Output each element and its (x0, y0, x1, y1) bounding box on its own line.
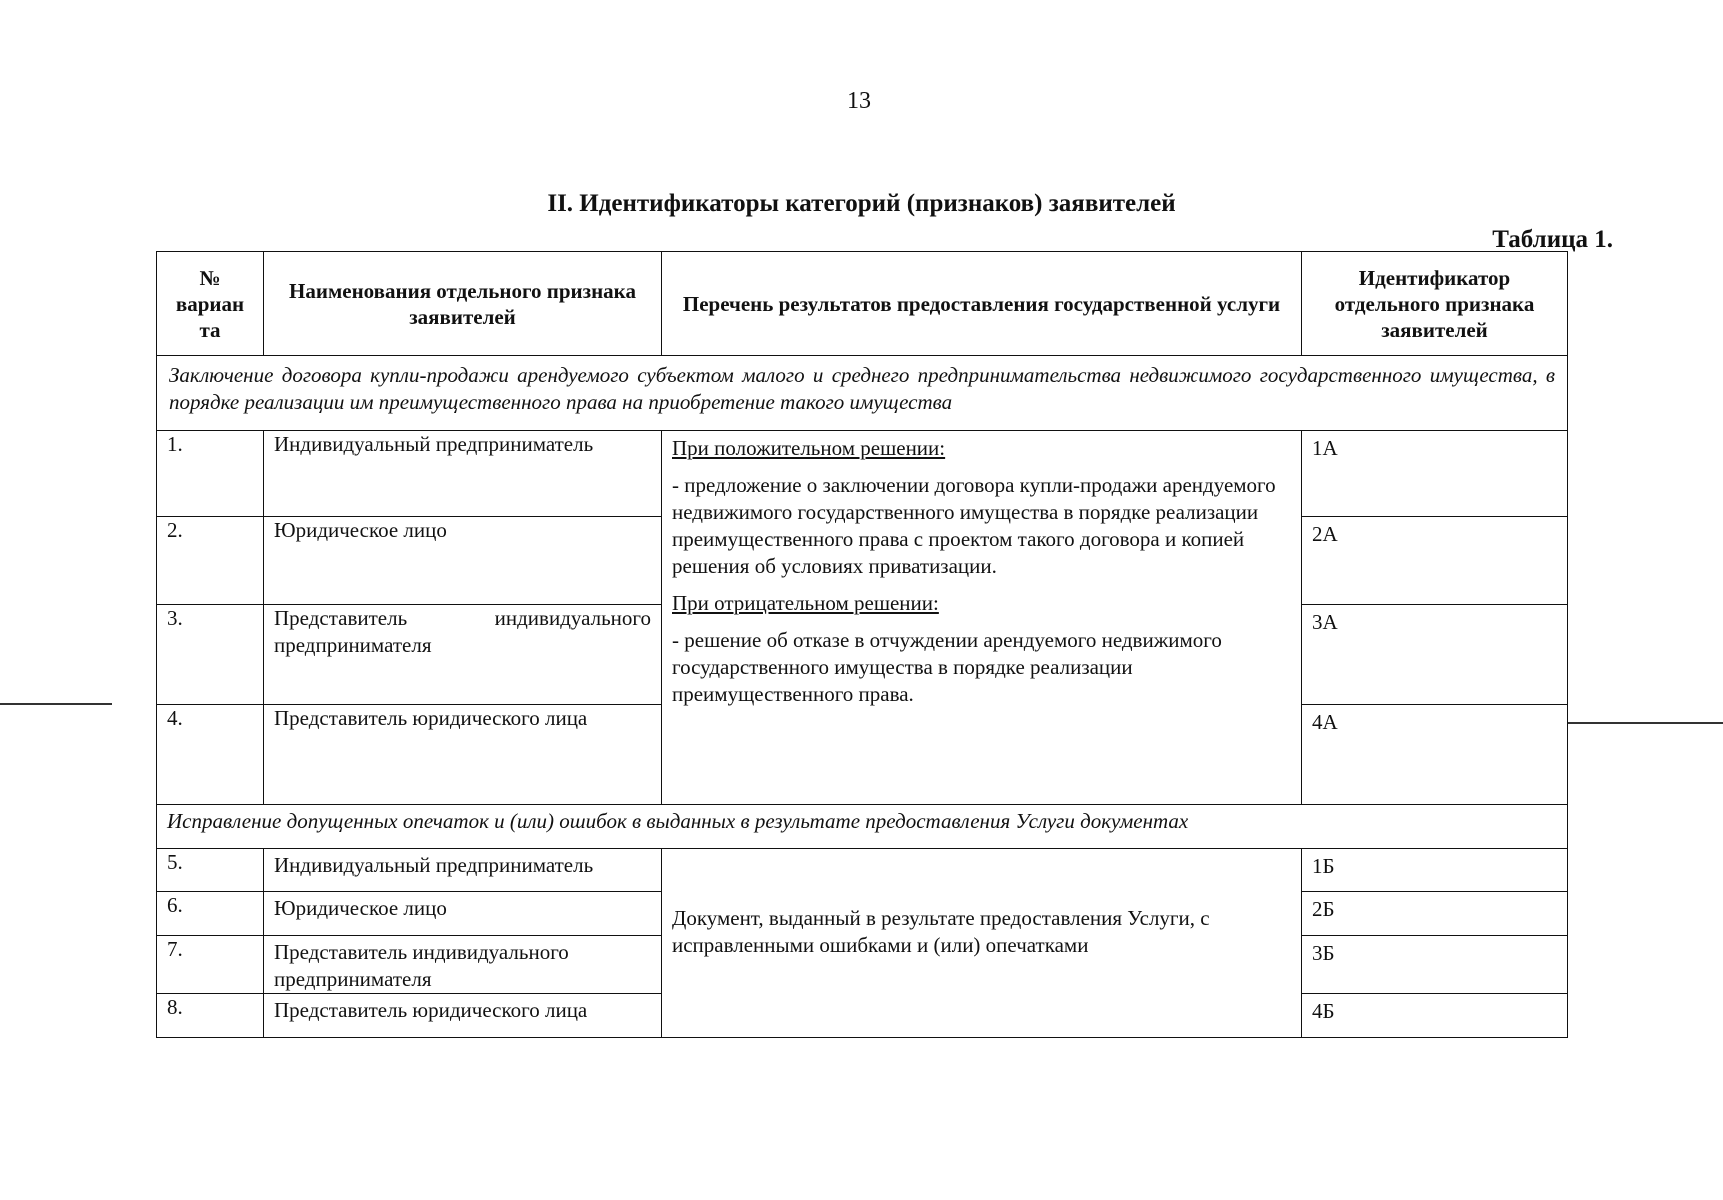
row-number: 7. (157, 936, 264, 994)
row-attribute: Представитель индивидуального предпринимателя (264, 605, 662, 705)
row-attribute: Индивидуальный предприниматель (264, 431, 662, 517)
group1-title: Заключение договора купли-продажи арендуемого субъектом малого и среднего предпринимательства недвижимого государственного имущества, в порядке реализации им преимущественного права на приобретение такого имущества (157, 356, 1568, 431)
row-identifier: 3А (1302, 605, 1568, 705)
table-header-row (157, 252, 1568, 356)
row-number: 4. (157, 705, 264, 805)
header-attribute: Наименования отдельного признака заявителей (264, 252, 662, 356)
row-attribute: Представитель юридического лица (264, 705, 662, 805)
row-number: 2. (157, 517, 264, 605)
group1-results (662, 431, 1302, 805)
table-label: Таблица 1. (1492, 226, 1613, 253)
row-attribute: Юридическое лицо (264, 892, 662, 936)
row-identifier: 2А (1302, 517, 1568, 605)
section-title: II. Идентификаторы категорий (признаков) заявителей (547, 190, 1176, 217)
row-attribute: Юридическое лицо (264, 517, 662, 605)
scan-fold-line-left (0, 703, 112, 705)
header-identifier: Идентификатор отдельного признака заявителей (1302, 252, 1568, 356)
row-number: 8. (157, 994, 264, 1038)
header-results: Перечень результатов предоставления государственной услуги (662, 252, 1302, 356)
table-row (157, 431, 1568, 517)
applicant-identifiers-table (156, 251, 1568, 1038)
row-identifier: 2Б (1302, 892, 1568, 936)
header-variant: № вариан та (157, 252, 264, 356)
row-identifier: 4Б (1302, 994, 1568, 1038)
negative-decision-text: - решение об отказе в отчуждении арендуемого недвижимого государственного имущества в порядке реализации преимущественного права. (672, 628, 1222, 706)
negative-decision-heading: При отрицательном решении: (672, 591, 939, 615)
row-number: 1. (157, 431, 264, 517)
row-number: 3. (157, 605, 264, 705)
row-number: 5. (157, 849, 264, 892)
group1-title-row (157, 356, 1568, 431)
row-attribute: Представитель индивидуального предпринимателя (264, 936, 662, 994)
group2-title-row (157, 805, 1568, 849)
page-number: 13 (847, 88, 871, 114)
positive-decision-heading: При положительном решении: (672, 436, 946, 460)
table-row (157, 849, 1568, 892)
row-identifier: 3Б (1302, 936, 1568, 994)
positive-decision-text: - предложение о заключении договора купли-продажи арендуемого недвижимого государственного имущества в порядке реализации преимущественного права с проектом такого договора и копией решения об условиях приватизации. (672, 473, 1276, 578)
row-identifier: 4А (1302, 705, 1568, 805)
row-number: 6. (157, 892, 264, 936)
row-attribute: Индивидуальный предприниматель (264, 849, 662, 892)
row-identifier: 1Б (1302, 849, 1568, 892)
group2-title: Исправление допущенных опечаток и (или) ошибок в выданных в результате предоставления Услуги документах (157, 805, 1568, 849)
scan-fold-line-right (1568, 722, 1723, 724)
group2-result: Документ, выданный в результате предоставления Услуги, с исправленными ошибками и (или) опечатками (662, 849, 1302, 1038)
row-attribute: Представитель юридического лица (264, 994, 662, 1038)
row-identifier: 1А (1302, 431, 1568, 517)
